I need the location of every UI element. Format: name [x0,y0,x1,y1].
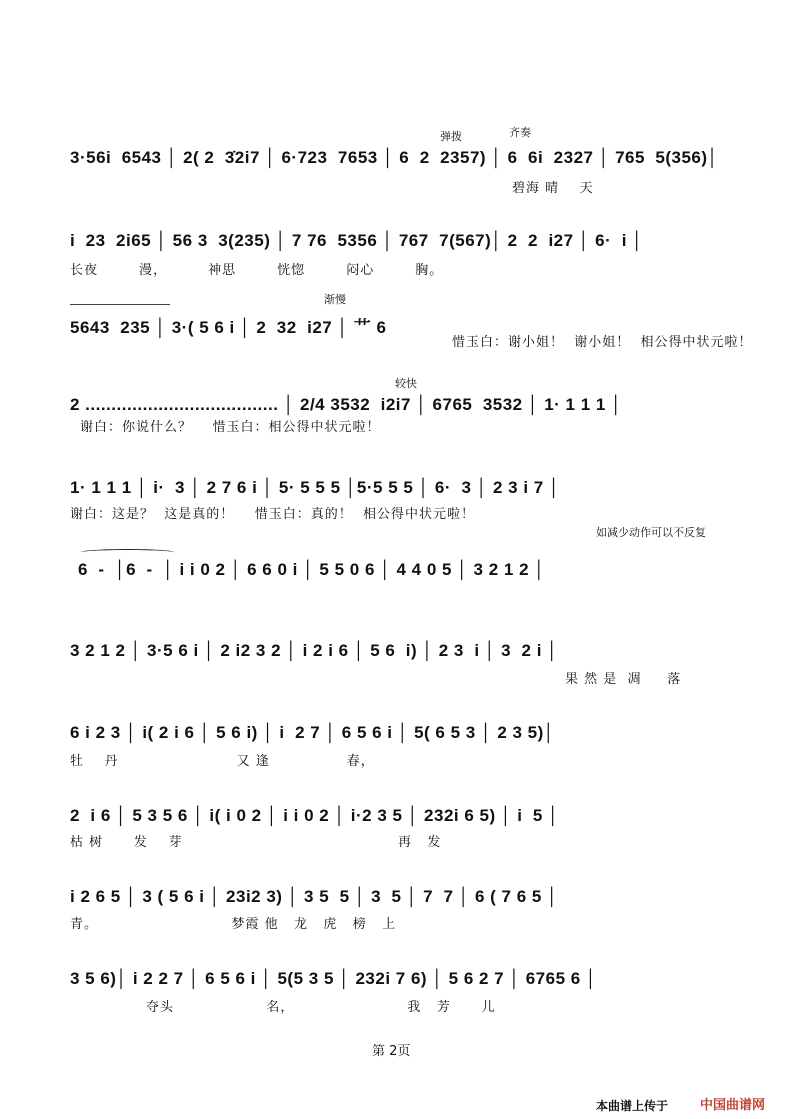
mark-jianman: 渐慢 [324,293,346,306]
lyrics-row-3: 惜玉白：谢小姐！ 谢小姐！ 相公得中状元啦！ [452,335,753,350]
tie-slur [80,549,175,556]
lyrics-row-8: 牡 丹 又 逢 春， [70,754,375,769]
notation-row-11: 3 5 6)│ i 2 2 7 │ 6 5 6 i │ 5(5 3 5 │ 232i 7 6) │ 5 6 2 7 │ 6765 6 │ [70,969,598,988]
site-logo[interactable]: 中国曲谱网 [700,1098,766,1113]
mark-jiaokuai: 较快 [395,377,417,390]
lyrics-row-2: 长夜 漫， 神思 恍惚 闷心 胸。 [70,263,444,278]
ossia-line [70,304,170,305]
lyrics-row-11: 夺头 名， 我 芳 儿 [146,1000,496,1015]
lyrics-row-9: 枯 树 发 芽 再 发 [70,835,442,850]
page-number: 第 2页 [372,1044,411,1059]
lyrics-row-4: 谢白：你说什么？ 惜玉白：相公得中状元啦！ [80,420,381,435]
lyrics-row-10: 青。 梦霞 他 龙 虎 榜 上 [70,917,397,932]
mark-repeat-note: 如减少动作可以不反复 [596,526,706,539]
lyrics-row-5: 谢白：这是？ 这是真的！ 惜玉白：真的！ 相公得中状元啦！ [70,507,476,522]
notation-row-8: 6 i 2 3 │ i( 2 i 6 │ 5 6 i) │ i 2 7 │ 6 5 6 i │ 5( 6 5 3 │ 2 3 5)│ [70,723,555,742]
notation-row-4: 2 ..................................... │ 2/4 3532 i2i7 │ 6765 3532 │ 1· 1 1 1 │ [70,395,623,414]
notation-row-5: 1· 1 1 1 │ i· 3 │ 2 7 6 i │ 5· 5 5 5 │5·5 5 5 │ 6· 3 │ 2 3 i 7 │ [70,478,561,497]
upload-credit: 本曲谱上传于 [596,1099,669,1113]
lyrics-row-7: 果 然 是 凋 落 [565,672,682,687]
notation-row-10: i 2 6 5 │ 3 ( 5 6 i │ 23i2 3) │ 3 5 5 │ 3 5 │ 7 7 │ 6 ( 7 6 5 │ [70,887,559,906]
mark-qizou: 齐奏 [509,126,531,139]
notation-row-6: 6 - │6 - │ i i 0 2 │ 6 6 0 i │ 5 5 0 6 │ 4 4 0 5 │ 3 2 1 2 │ [78,560,546,579]
lyrics-row-1: 碧海 晴 天 [512,181,594,196]
notation-row-7: 3 2 1 2 │ 3·5 6 i │ 2 i2 3 2 │ i 2 i 6 │ 5 6 i) │ 2 3 i │ 3 2 i │ [70,641,559,660]
notation-row-2: i 23 2i65 │ 56 3 3(235) │ 7 76 5356 │ 767 7(567)│ 2 2 i27 │ 6· i │ [70,231,644,250]
notation-row-9: 2 i 6 │ 5 3 5 6 │ i( i 0 2 │ i i 0 2 │ i·2 3 5 │ 232i 6 5) │ i 5 │ [70,806,560,825]
notation-row-1: 3·56i 6543 │ 2( 2 3̇2i7 │ 6·723 7653 │ 6 2 2357) │ 6 6i 2327 │ 765 5(356)│ [70,148,719,167]
notation-row-3: 5643 235 │ 3·( 5 6 i │ 2 32 i27 │ 艹 6 [70,318,387,337]
mark-tanbo: 弹拨 [440,130,462,143]
